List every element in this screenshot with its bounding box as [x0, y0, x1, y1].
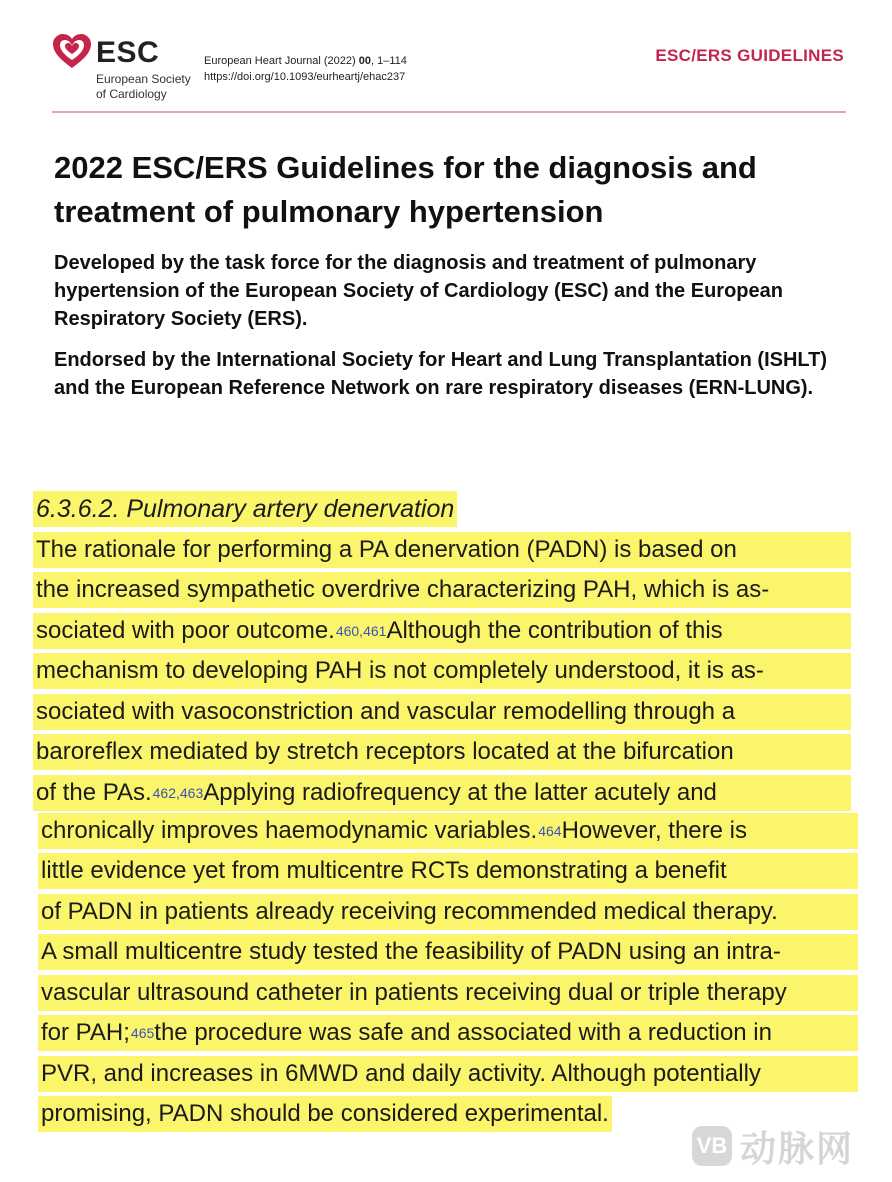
journal-doi[interactable]: https://doi.org/10.1093/eurheartj/ehac237: [204, 71, 406, 83]
journal-citation: [204, 53, 407, 85]
body-line: [38, 975, 858, 1011]
line-text: little evidence yet from multicentre RCTs demonstrating a benefit: [41, 857, 727, 884]
watermark: [692, 1120, 872, 1172]
watermark-text: 动脉网: [740, 1128, 855, 1170]
line-text: The rationale for performing a PA denervation (PADN) is based on: [36, 536, 737, 563]
body-line: [38, 1096, 612, 1132]
body-line: [38, 934, 858, 970]
journal-ref: [204, 53, 407, 69]
journal-volume: 00: [358, 55, 371, 67]
line-text: vascular ultrasound catheter in patients receiving dual or triple therapy: [41, 979, 787, 1006]
header-divider: [52, 111, 846, 113]
line-text: mechanism to developing PAH is not completely understood, it is as-: [36, 657, 764, 684]
logo-line-1: European Society: [96, 72, 191, 86]
logo-line-2: of Cardiology: [96, 87, 167, 101]
line-text-before: for PAH;: [41, 1019, 130, 1046]
endorsed-by: Endorsed by the International Society for Heart and Lung Transplantation (ISHLT) and the European Reference Network on rare respiratory diseases (ERN-LUNG).: [54, 349, 828, 399]
body-line: [33, 572, 851, 608]
body-line: [38, 853, 858, 889]
body-line: [38, 1056, 858, 1092]
guidelines-banner: ESC/ERS GUIDELINES: [655, 46, 844, 65]
line-text-after: Although the contribution of this: [386, 617, 723, 644]
line-text-before: chronically improves haemodynamic variables.: [41, 817, 538, 844]
journal-pages: , 1–114: [370, 55, 407, 67]
line-text: baroreflex mediated by stretch receptors located at the bifurcation: [36, 738, 734, 765]
body-line: [33, 734, 851, 770]
line-text: sociated with vasoconstriction and vascular remodelling through a: [36, 698, 736, 725]
line-text-after: Applying radiofrequency at the latter acutely and: [203, 779, 717, 806]
line-text: promising, PADN should be considered experimental.: [41, 1100, 609, 1127]
body-line: [33, 694, 851, 730]
body-line: [33, 532, 851, 568]
watermark-vb-icon: VB: [692, 1126, 732, 1166]
body-line: [38, 894, 858, 930]
section-heading: 6.3.6.2. Pulmonary artery denervation: [33, 491, 457, 527]
body-line: [33, 653, 851, 689]
line-text: of PADN in patients already receiving recommended medical therapy.: [41, 898, 778, 925]
body-line: sociated with poor outcome. 460,461 Although the contribution of this: [33, 613, 851, 649]
line-text-before: sociated with poor outcome.: [36, 617, 335, 644]
line-text-before: of the PAs.: [36, 779, 152, 806]
document-title: 2022 ESC/ERS Guidelines for the diagnosis and treatment of pulmonary hypertension: [54, 150, 757, 229]
line-text-after: the procedure was safe and associated with a reduction in: [154, 1019, 772, 1046]
heart-logo-icon: [52, 34, 92, 70]
line-text: A small multicentre study tested the feasibility of PADN using an intra-: [41, 938, 781, 965]
line-text-after: However, there is: [561, 817, 747, 844]
body-line: for PAH; 465 the procedure was safe and associated with a reduction in: [38, 1015, 858, 1051]
developed-by: Developed by the task force for the diagnosis and treatment of pulmonary hypertension of the European Society of Cardiology (ESC) and the European Respiratory Society (ERS).: [54, 252, 783, 330]
body-line: of the PAs. 462,463 Applying radiofrequency at the latter acutely and: [33, 775, 851, 811]
line-text: PVR, and increases in 6MWD and daily activity. Although potentially: [41, 1060, 761, 1087]
body-line: chronically improves haemodynamic variables. 464 However, there is: [38, 813, 858, 849]
journal-prefix: European Heart Journal (2022): [204, 55, 359, 67]
line-text: the increased sympathetic overdrive characterizing PAH, which is as-: [36, 576, 770, 603]
logo-abbr: ESC: [96, 36, 160, 69]
